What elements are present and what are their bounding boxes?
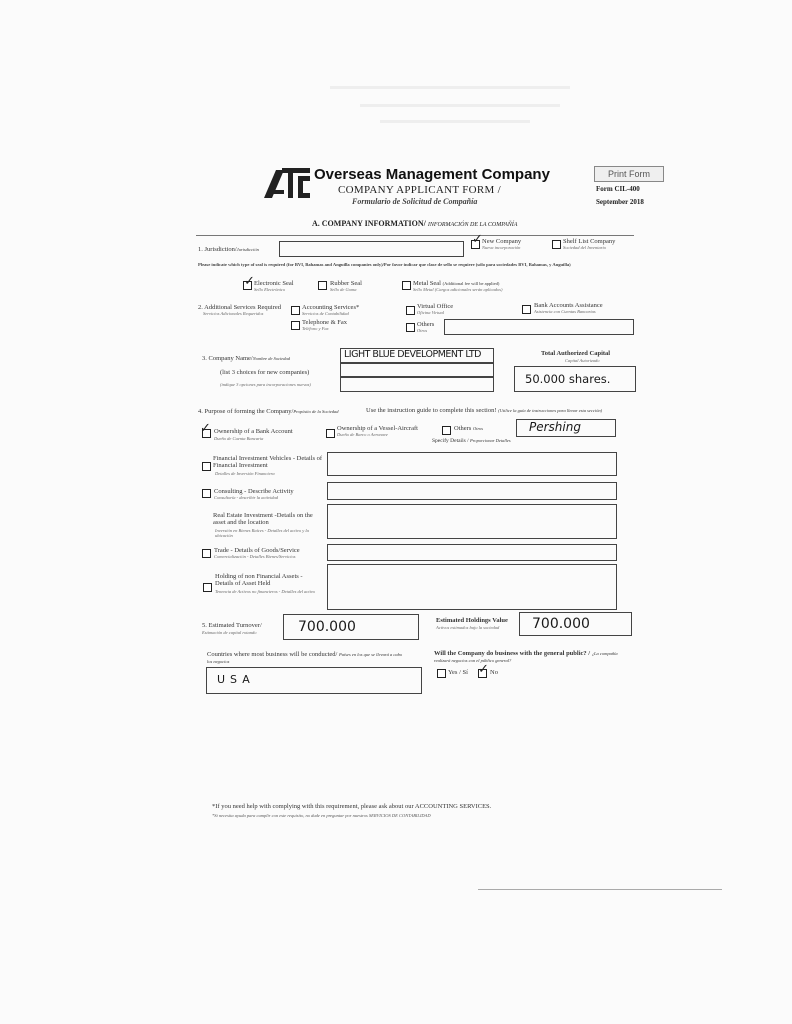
holding-field[interactable] bbox=[327, 564, 617, 610]
countries-field[interactable] bbox=[206, 667, 422, 694]
purpose-label: 4. Purpose of forming the Company/Propósito de la Sociedad bbox=[198, 408, 339, 415]
virtual-office-label: Virtual Office bbox=[417, 303, 454, 310]
new-company-label-es: Nueva incorporación bbox=[482, 245, 521, 250]
bank-assistance-label: Bank Accounts Assistance bbox=[534, 302, 603, 309]
form-subtitle: Formulario de Solicitud de Compañía bbox=[352, 197, 478, 206]
checkmark-icon: ✓ bbox=[244, 273, 255, 288]
divider bbox=[196, 235, 634, 236]
capital-label: Total Authorized Capital bbox=[541, 350, 611, 357]
bottom-rule bbox=[478, 889, 722, 890]
services-label-es: Servicios Adicionales Requeridos bbox=[203, 311, 264, 316]
bleed-through-mark bbox=[330, 86, 570, 89]
specify-details-label: Specify Details / Proporcionar Detalles bbox=[432, 438, 511, 444]
rubber-seal-label: Rubber Seal bbox=[330, 280, 362, 287]
consulting-label-es: Consultoría - describir la actividad bbox=[214, 495, 278, 500]
specify-details-value: Pershing bbox=[529, 420, 581, 434]
checkmark-icon: ✓ bbox=[200, 420, 211, 435]
real-estate-field[interactable] bbox=[327, 504, 617, 539]
company-logo bbox=[264, 164, 312, 198]
specify-details-field[interactable] bbox=[516, 419, 616, 437]
capital-field[interactable] bbox=[514, 366, 636, 392]
holdings-value-label-es: Activos estimados bajo la sociedad bbox=[436, 625, 500, 630]
purpose-instruction: Use the instruction guide to complete this section! (Utilice la guía de instrucciones para llenar esta sección) bbox=[366, 407, 603, 414]
jurisdiction-label: 1. Jurisdiction/Jurisdicción bbox=[198, 246, 259, 253]
company-name-heading: Overseas Management Company bbox=[314, 166, 550, 183]
others-purpose-label: Others Otros bbox=[454, 425, 484, 432]
new-company-label: New Company bbox=[482, 238, 522, 245]
financial-investment-field[interactable] bbox=[327, 452, 617, 476]
holdings-value-label: Estimated Holdings Value bbox=[436, 617, 508, 624]
metal-seal-label-es: Sello Metal (Cargos adicionales serán aplicados) bbox=[413, 287, 503, 292]
company-name-hint: (list 3 choices for new companies) bbox=[220, 369, 310, 376]
trade-label: Trade - Details of Goods/Service bbox=[214, 547, 300, 554]
turnover-label: 5. Estimated Turnover/ bbox=[202, 622, 262, 629]
metal-seal-label: Metal Seal (Additional fee will be applied) bbox=[413, 280, 500, 287]
shelf-company-label-es: Sociedad del Inventario bbox=[563, 245, 606, 250]
virtual-office-label-es: Oficina Virtual bbox=[417, 310, 445, 315]
consulting-field[interactable] bbox=[327, 482, 617, 500]
holdings-value: 700.000 bbox=[532, 616, 590, 632]
holding-label-es: Tenencia de Activos no financieros - Detalles del activo bbox=[215, 589, 316, 594]
shelf-company-label: Shelf List Company bbox=[563, 238, 616, 245]
virtual-office-checkbox[interactable] bbox=[406, 306, 415, 315]
accounting-services-label: Accounting Services* bbox=[302, 304, 360, 311]
accounting-footnote-es: *Si necesita ayuda para cumplir con este requisito, no dude en preguntar por nuestros SERVICIOS DE CONTABILIDAD bbox=[212, 813, 431, 818]
vessel-aircraft-checkbox[interactable] bbox=[326, 429, 335, 438]
bank-assistance-label-es: Asistencia con Cuentas Bancarias bbox=[534, 309, 596, 314]
turnover-field[interactable] bbox=[283, 614, 419, 640]
holdings-value-field[interactable] bbox=[519, 612, 632, 636]
telephone-fax-label: Telephone & Fax bbox=[302, 319, 348, 326]
telephone-fax-checkbox[interactable] bbox=[291, 321, 300, 330]
checkmark-icon: ✓ bbox=[478, 661, 489, 676]
holding-checkbox[interactable] bbox=[203, 583, 212, 592]
consulting-label: Consulting - Describe Activity bbox=[214, 488, 294, 495]
accounting-footnote: *If you need help with complying with this requirement, please ask about our ACCOUNTING SERVICES. bbox=[212, 803, 492, 810]
others-service-label: Others bbox=[417, 321, 435, 328]
others-service-field[interactable] bbox=[444, 319, 634, 335]
company-name-hint-es: (indique 3 opciones para incorporaciones nuevas) bbox=[220, 382, 311, 387]
others-purpose-checkbox[interactable] bbox=[442, 426, 451, 435]
company-name-label: 3. Company Name/Nombre de Sociedad bbox=[202, 355, 291, 362]
others-service-label-es: Otros bbox=[417, 328, 428, 333]
seal-instruction: Please indicate which type of seal is required (for BVI, Bahamas and Anguilla companies only)/Por favor indicar que clase de sello se requiere (sólo para sociedades BVI, Bahamas, y Anguilla) bbox=[198, 262, 571, 267]
accounting-services-checkbox[interactable] bbox=[291, 306, 300, 315]
bank-account-label-es: Dueño de Cuenta Bancaria bbox=[214, 436, 264, 441]
jurisdiction-field[interactable] bbox=[279, 241, 464, 257]
form-number: Form CIL-400 bbox=[596, 185, 640, 193]
trade-label-es: Comercialización - Detalles Bienes/Servicios bbox=[214, 554, 296, 559]
accounting-services-label-es: Servicios de Contabilidad bbox=[302, 311, 349, 316]
print-form-button[interactable]: Print Form bbox=[594, 166, 664, 182]
services-label: 2. Additional Services Required bbox=[198, 304, 282, 311]
real-estate-label: Real Estate Investment -Details on the asset and the location bbox=[213, 512, 313, 526]
public-business-question: Will the Company do business with the general public? / ¿La compañía realizará negocios con el público general? bbox=[434, 650, 618, 663]
vessel-aircraft-label: Ownership of a Vessel-Aircraft bbox=[337, 425, 418, 432]
financial-investment-label: Financial Investment Vehicles - Details of Financial Investment bbox=[213, 455, 323, 469]
capital-value: 50.000 shares. bbox=[525, 372, 611, 386]
company-name-choice-1-value: LIGHT BLUE DEVELOPMENT LTD bbox=[344, 349, 481, 360]
financial-investment-checkbox[interactable] bbox=[202, 462, 211, 471]
electronic-seal-label-es: Sello Electrónico bbox=[254, 287, 286, 292]
telephone-fax-label-es: Teléfono y Fax bbox=[302, 326, 329, 331]
capital-label-es: Capital Autorizado bbox=[565, 358, 600, 363]
others-service-checkbox[interactable] bbox=[406, 323, 415, 332]
countries-value: USA bbox=[217, 673, 255, 686]
rubber-seal-checkbox[interactable] bbox=[318, 281, 327, 290]
form-title: COMPANY APPLICANT FORM / bbox=[338, 184, 501, 196]
shelf-company-checkbox[interactable] bbox=[552, 240, 561, 249]
rubber-seal-label-es: Sello de Goma bbox=[330, 287, 357, 292]
bleed-through-mark bbox=[380, 120, 530, 123]
turnover-value: 700.000 bbox=[298, 619, 356, 635]
trade-checkbox[interactable] bbox=[202, 549, 211, 558]
bank-assistance-checkbox[interactable] bbox=[522, 305, 531, 314]
section-a-title: A. COMPANY INFORMATION/ INFORMACIÓN DE LA COMPAÑÍA bbox=[312, 219, 518, 228]
public-no-label: No bbox=[490, 669, 498, 676]
metal-seal-checkbox[interactable] bbox=[402, 281, 411, 290]
bank-account-label: Ownership of a Bank Account bbox=[214, 428, 293, 435]
consulting-checkbox[interactable] bbox=[202, 489, 211, 498]
public-yes-checkbox[interactable] bbox=[437, 669, 446, 678]
form-date: September 2018 bbox=[596, 198, 644, 206]
vessel-aircraft-label-es: Dueño de Barco o Aeronave bbox=[337, 432, 388, 437]
public-yes-label: Yes / Sí bbox=[448, 669, 468, 676]
real-estate-label-es: Inversión en Bienes Raíces - Detalles del activo y la ubicación bbox=[215, 528, 309, 538]
turnover-label-es: Estimación de capital rotando bbox=[202, 630, 257, 635]
countries-label: Countries where most business will be conducted/ Países en los que se llevará a cabo los negocios bbox=[207, 651, 403, 664]
electronic-seal-label: Electronic Seal bbox=[254, 280, 294, 287]
financial-investment-label-es: Detalles de Inversión Financiera bbox=[215, 471, 275, 476]
trade-field[interactable] bbox=[327, 544, 617, 561]
bleed-through-mark bbox=[360, 104, 560, 107]
company-name-choice-3[interactable] bbox=[340, 376, 494, 392]
checkmark-icon: ✓ bbox=[472, 231, 483, 246]
holding-label: Holding of non Financial Assets - Details of Asset Held bbox=[215, 573, 303, 587]
